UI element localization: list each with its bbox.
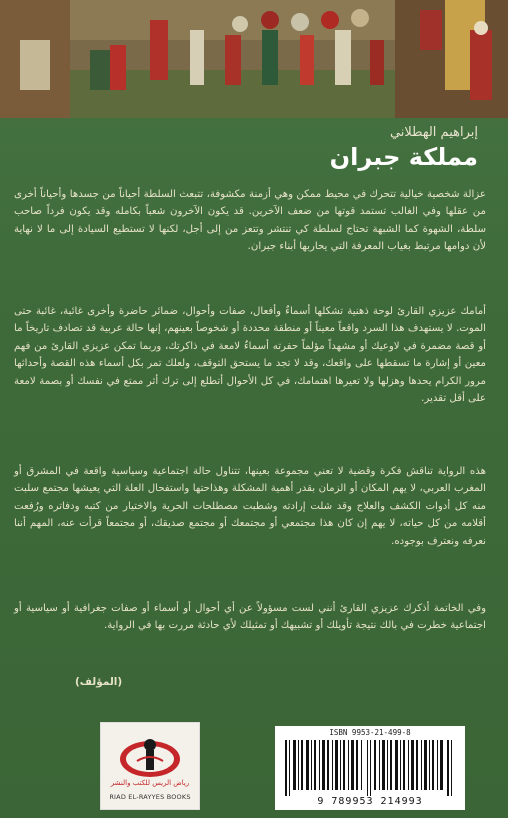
isbn-label: ISBN 9953-21-499-8 [329,728,411,737]
blurb-paragraph: عزالة شخصية خيالية تتحرك في محيط ممكن وهي أزمنة مكشوفة، تتبعث السلطة أحياناً من جسدها وأحياناً أخرى من عقلها وفي الغالب تستمد قوتها من ضعف الآخرين. قد يكون الآخرون شعباً بكامله وقد يكون فرداً صاحب سلطة، الشهوة كما الشبهة تحتاج لسلطة كي تنتشر وتتعز من إلى أجل، لكنها لا تستطيع السيادة إلى ما لا نهاية لأن دوامها مرتبط بغياب المعرفة التي يحاربها أبناء جبران. [14,189,486,253]
publisher-emblem-icon [115,731,185,781]
publisher-logo [100,722,200,810]
blurb-paragraph: وفي الخاتمة أذكرك عزيزي القارئ أنني لست مسؤولاً عن أي أحوال أو أسماء أو صفات جغرافية أو سياسية أو اجتماعية خطرت في بالك نتيجة تأويلك أو تشبيهك أو تمثيلك لأي حادثة مررت بها في الرواية. [14,603,486,632]
blurb-paragraph: هذه الرواية تناقش فكرة وقضية لا تعني مجموعة بعينها، تتناول حالة اجتماعية وسياسية واقعة في المشرق أو المغرب العربي، لا يهم المكان أو الزمان بقدر أهمية المشكلة وهذاحتها واستفحال العلة التي يعيشها مجتمع سلبت منه كل أدوات الكشف والعلاج وقد شلت إرادته وشطبت مصطلحات الحرية والاختيار من كتبه ودفاتره ورُفعت أقلامه من كل حياته، لا يهم إن كان هذا مجتمعي أو مجتمعك أو مجتمع صديقك، أو مجتمعاً قرأت عنه، المهم أننا نعرفه ونعترف بوجوده. [14,466,486,547]
barcode-number: 9 789953 214993 [317,796,423,807]
author-signature: (المؤلف) [75,676,123,688]
painting-illustration [0,0,508,118]
publisher-arabic-name: رياض الريس للكتب والنشر [110,779,190,787]
cover-painting [0,0,508,118]
barcode-icon [285,740,455,796]
isbn-barcode [275,726,465,810]
blurb-paragraph: أمامك عزيزي القارئ لوحة ذهنية تشكلها أسماءٌ وأفعال، صفات وأحوال، ضمائر حاضرة وأخرى غائبة، غائبة حتى الموت. لا يستهدف هذا السرد واقعاً معيناً أو منطقة محددة أو شخوصاً بعينهم، إنها حالة عربية قد تصادف تاريخاً ما أو قصة مضمرة في لاوعيك أو مشهداً مؤلماً حفرته أسماءٌ لامعة في ذاكرتك، وربما تمكن عزيزي القارئ من فهم معين أو إشارة ما تسقطها على واقعك، وقد لا تجد ما يستحق التوقف، ولعلك تمر بكل أسماء هذه القصة وأحداثها مرور الكرام يحدها وهزلها ولا تعيرها اهتمامك، في كل الأحوال أتطلع إلى ترك أثر ممتع في نفسك أو بصمة لامعة على أقل تقدير. [14,306,486,405]
book-title: مملكة جبران [329,143,478,171]
author-name: إبراهيم الهطلاني [389,125,478,140]
publisher-latin-name: RIAD EL-RAYYES BOOKS [109,793,191,801]
